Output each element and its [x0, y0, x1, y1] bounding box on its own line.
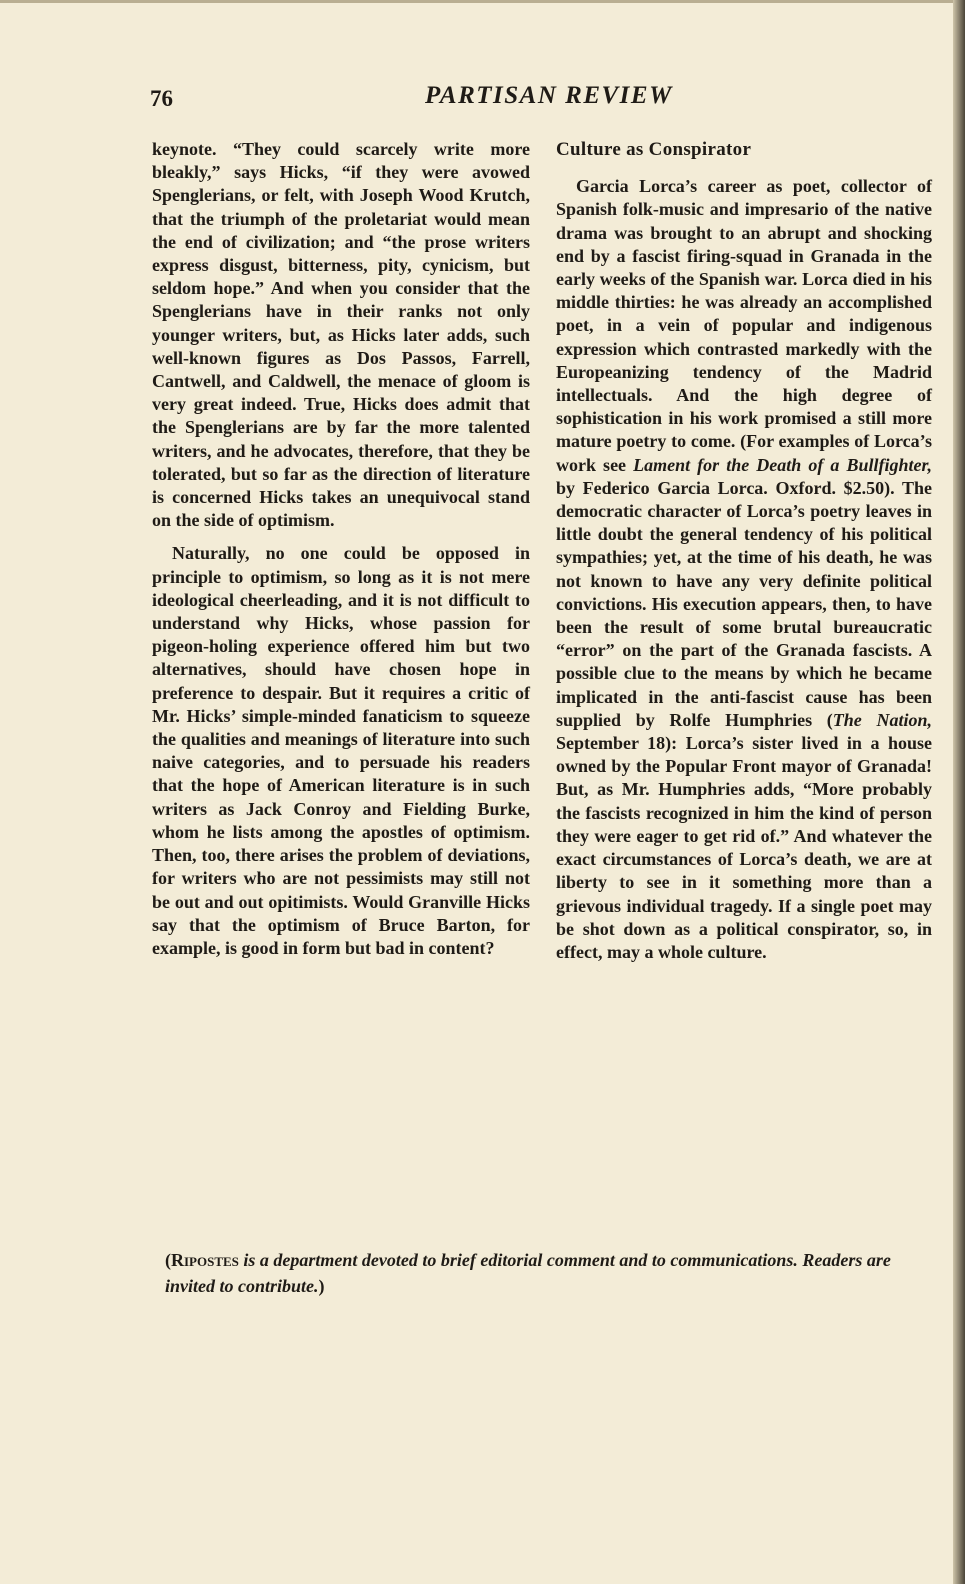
top-edge-rule — [0, 0, 965, 3]
page-header — [150, 82, 940, 122]
running-title: PARTISAN REVIEW — [425, 82, 673, 109]
footnote-close-paren: ) — [318, 1276, 325, 1296]
magazine-title: The Nation, — [832, 709, 932, 730]
book-title: Lament for the Death of a Bullfighter, — [633, 454, 932, 475]
right-column — [556, 138, 932, 964]
page-edge-shadow — [953, 0, 965, 1584]
right-paragraph — [556, 175, 932, 964]
page-number: 76 — [150, 86, 173, 111]
left-paragraph-2: Naturally, no one could be opposed in principle to optimism, so long as it is not mere ideological cheerleading, and it is not difficult to understand why Hicks, whose passion for pigeon-holing experience offered him but two alternatives, should have chosen hope in preference to despair. But it requires a critic of Mr. Hicks’ simple-minded fanaticism to squeeze the qualities and meanings of literature into such naive categories, and to persuade his readers that the hope of American literature is in such writers as Jack Conroy and Fielding Burke, whom he lists among the apostles of optimism. Then, too, there arises the problem of deviations, for writers who are not pessimists may still not be out and out opitimists. Would Granville Hicks say that the optimism of Bruce Barton, for example, is good in form but bad in content? — [152, 543, 530, 958]
footnote-text: is a department devoted to brief editorial comment and to communications. Readers are invited to contribute. — [165, 1250, 891, 1296]
footnote-open-paren: ( — [165, 1250, 171, 1270]
left-paragraph-1: keynote. “They could scarcely write more bleakly,” says Hicks, “if they were avowed Spenglerians, or felt, with Joseph Wood Krutch, that the triumph of the proletariat would mean the end of civilization; and “the prose writers express disgust, bitterness, pity, cynicism, but seldom hope.” And when you consider that the Spenglerians have in their ranks not only younger writers, but, as Hicks later adds, such well-known figures as Dos Passos, Farrell, Cantwell, and Caldwell, the menace of gloom is very great indeed. True, Hicks does admit that the Spenglerians are by far the more talented writers, and he advocates, therefore, that they be tolerated, but so far as the direction of literature is concerned Hicks takes an unequivocal stand on the side of optimism. — [152, 139, 530, 531]
section-heading: Culture as Conspirator — [556, 139, 752, 160]
department-name: Ripostes — [171, 1250, 239, 1270]
paragraph-text-b: by Federico Garcia Lorca. Oxford. $2.50). The democratic character of Lorca’s poetry leaves in little doubt the general tendency of his political sympathies; yet, at the time of his death, he was not known to have any very definite political convictions. His execution appears, then, to have been the result of some brutal bureaucratic “error” on the part of the Granada fascists. A possible clue to the means by which he became implicated in the anti-fascist cause has been supplied by Rolfe Humphries ( — [556, 477, 932, 730]
editorial-footnote — [165, 1247, 940, 1299]
paragraph-text-c: September 18): Lorca’s sister lived in a house owned by the Popular Front mayor of Granada! But, as Mr. Humphries adds, “More probably the fascists recognized in him the kind of person they were eager to get rid of.” And whatever the exact circumstances of Lorca’s death, we are at liberty to see in it something more than a grievous individual tragedy. If a single poet may be shot down as a political conspirator, so, in effect, may a whole culture. — [556, 733, 932, 962]
paragraph-text-a: Garcia Lorca’s career as poet, collector of Spanish folk-music and impresario of the native drama was brought to an abrupt and shocking end by a fascist firing-squad in Granada in the early weeks of the Spanish war. Lorca died in his middle thirties: he was already an accomplished poet, in a vein of popular and indigenous expression which contrasted markedly with the Europeanizing tendency of the Madrid intellectuals. And the high degree of sophistication in his work promised a still more mature poetry to come. (For examples of Lorca’s work see — [556, 176, 932, 475]
left-column — [152, 138, 530, 960]
